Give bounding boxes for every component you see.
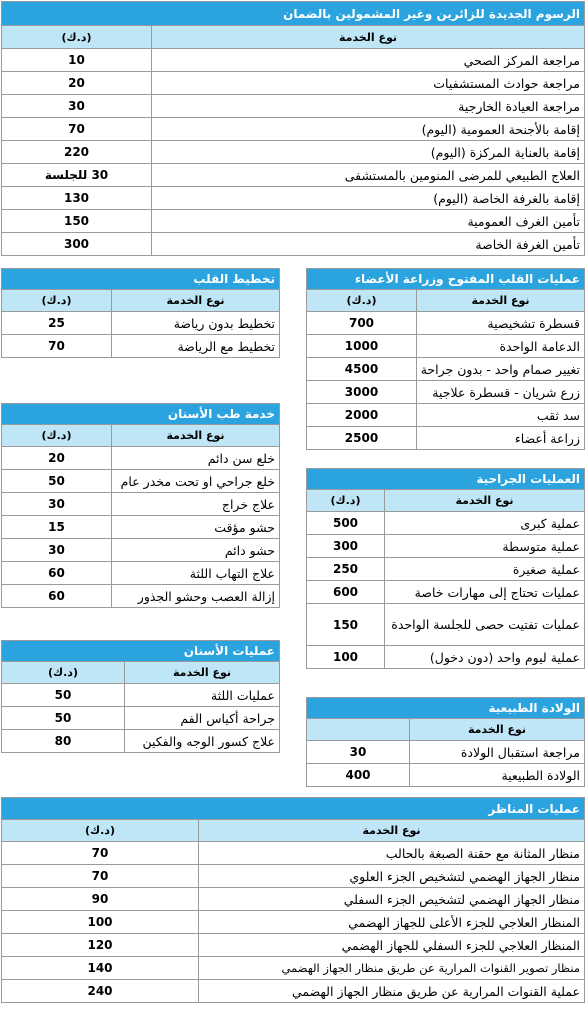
service-header: نوع الخدمة: [385, 490, 585, 512]
service-header: نوع الخدمة: [199, 820, 585, 842]
table-row: العلاج الطبيعي للمرضى المنومين بالمستشفى 30 للجلسة: [2, 164, 585, 187]
table-row: تخطيط مع الرياضة 70: [2, 335, 280, 358]
table-row: علاج التهاب اللثة 60: [2, 562, 280, 585]
table-row: مراجعة المركز الصحي 10: [2, 49, 585, 72]
table-row: إقامة بالأجنحة العمومية (اليوم) 70: [2, 118, 585, 141]
table-row: منظار تصوير القنوات المرارية عن طريق منظار الجهاز الهضمي 140: [2, 957, 585, 980]
table-row: زراعة أعضاء 2500: [307, 427, 585, 450]
heart-ops-table: [306, 268, 585, 450]
price-header: (د.ك): [2, 820, 199, 842]
table-row: عملية صغيرة 250: [307, 558, 585, 581]
price-header: (د.ك): [2, 26, 152, 49]
table-row: تأمين الغرف العمومية 150: [2, 210, 585, 233]
table-title: تخطيط القلب: [2, 269, 280, 290]
table-title: الولادة الطبيعية: [307, 698, 585, 719]
table-row: مراجعة استقبال الولادة 30: [307, 741, 585, 764]
table-row: إقامة بالعناية المركزة (اليوم) 220: [2, 141, 585, 164]
price-header: (د.ك): [2, 425, 112, 447]
table-row: مراجعة حوادث المستشفيات 20: [2, 72, 585, 95]
service-header: نوع الخدمة: [112, 425, 280, 447]
table-row: عملية القنوات المرارية عن طريق منظار الجهاز الهضمي 240: [2, 980, 585, 1003]
table-row: زرع شريان - قسطرة علاجية 3000: [307, 381, 585, 404]
price-header: (د.ك): [2, 662, 125, 684]
table-row: مراجعة العيادة الخارجية 30: [2, 95, 585, 118]
table-row: الولادة الطبيعية 400: [307, 764, 585, 787]
service-header: نوع الخدمة: [410, 719, 585, 741]
table-row: عمليات اللثة 50: [2, 684, 280, 707]
table-row: المنظار العلاجي للجزء الأعلى للجهاز الهضمي 100: [2, 911, 585, 934]
table-row: قسطرة تشخيصية 700: [307, 312, 585, 335]
table-row: علاج كسور الوجه والفكين 80: [2, 730, 280, 753]
price-header: (د.ك): [2, 290, 112, 312]
table-title: عمليات الأسنان: [2, 641, 280, 662]
ecg-table: [1, 268, 280, 358]
table-title: الرسوم الجديدة للزائرين وغير المشمولين بالضمان: [2, 2, 585, 26]
table-row: المنظار العلاجي للجزء السفلي للجهاز الهضمي 120: [2, 934, 585, 957]
table-row: حشو مؤقت 15: [2, 516, 280, 539]
table-row: عملية ليوم واحد (دون دخول) 100: [307, 646, 585, 669]
price-header: (د.ك): [307, 290, 417, 312]
table-title: عمليات المناظر: [2, 798, 585, 820]
table-row: علاج خراج 30: [2, 493, 280, 516]
dental-ops-table: [1, 640, 280, 753]
dental-service-table: [1, 403, 280, 608]
table-title: عمليات القلب المفتوح وزراعة الأعضاء: [307, 269, 585, 290]
table-row: خلع سن دائم 20: [2, 447, 280, 470]
table-row: الدعامة الواحدة 1000: [307, 335, 585, 358]
service-header: نوع الخدمة: [417, 290, 585, 312]
service-header: نوع الخدمة: [152, 26, 585, 49]
table-row: خلع جراحي او تحت مخدر عام 50: [2, 470, 280, 493]
table-row: عملية كبرى 500: [307, 512, 585, 535]
table-row: جراحة أكياس الفم 50: [2, 707, 280, 730]
visitors-fees-table: [1, 1, 585, 256]
price-header: (د.ك): [307, 490, 385, 512]
table-row: سد ثقب 2000: [307, 404, 585, 427]
table-row: تخطيط بدون رياضة 25: [2, 312, 280, 335]
table-row: حشو دائم 30: [2, 539, 280, 562]
table-row: عملية متوسطة 300: [307, 535, 585, 558]
table-title: العمليات الجراحية: [307, 469, 585, 490]
birth-table: [306, 697, 585, 787]
surgical-ops-table: [306, 468, 585, 669]
table-row: تأمين الغرفة الخاصة 300: [2, 233, 585, 256]
table-row: منظار الجهاز الهضمي لتشخيص الجزء السفلي 90: [2, 888, 585, 911]
table-row: عمليات تحتاج إلى مهارات خاصة 600: [307, 581, 585, 604]
table-row: تغيير صمام واحد - بدون جراحة 4500: [307, 358, 585, 381]
price-header: [307, 719, 410, 741]
table-title: خدمة طب الأسنان: [2, 404, 280, 425]
table-row: منظار المثانة مع حقنة الصبغة بالحالب 70: [2, 842, 585, 865]
service-header: نوع الخدمة: [125, 662, 280, 684]
table-row: إقامة بالغرفة الخاصة (اليوم) 130: [2, 187, 585, 210]
table-row: إزالة العصب وحشو الجذور 60: [2, 585, 280, 608]
table-row: منظار الجهاز الهضمي لتشخيص الجزء العلوي 70: [2, 865, 585, 888]
table-row: عمليات تفتيت حصى للجلسة الواحدة 150: [307, 604, 585, 646]
endoscopy-table: [1, 797, 585, 1003]
service-header: نوع الخدمة: [112, 290, 280, 312]
